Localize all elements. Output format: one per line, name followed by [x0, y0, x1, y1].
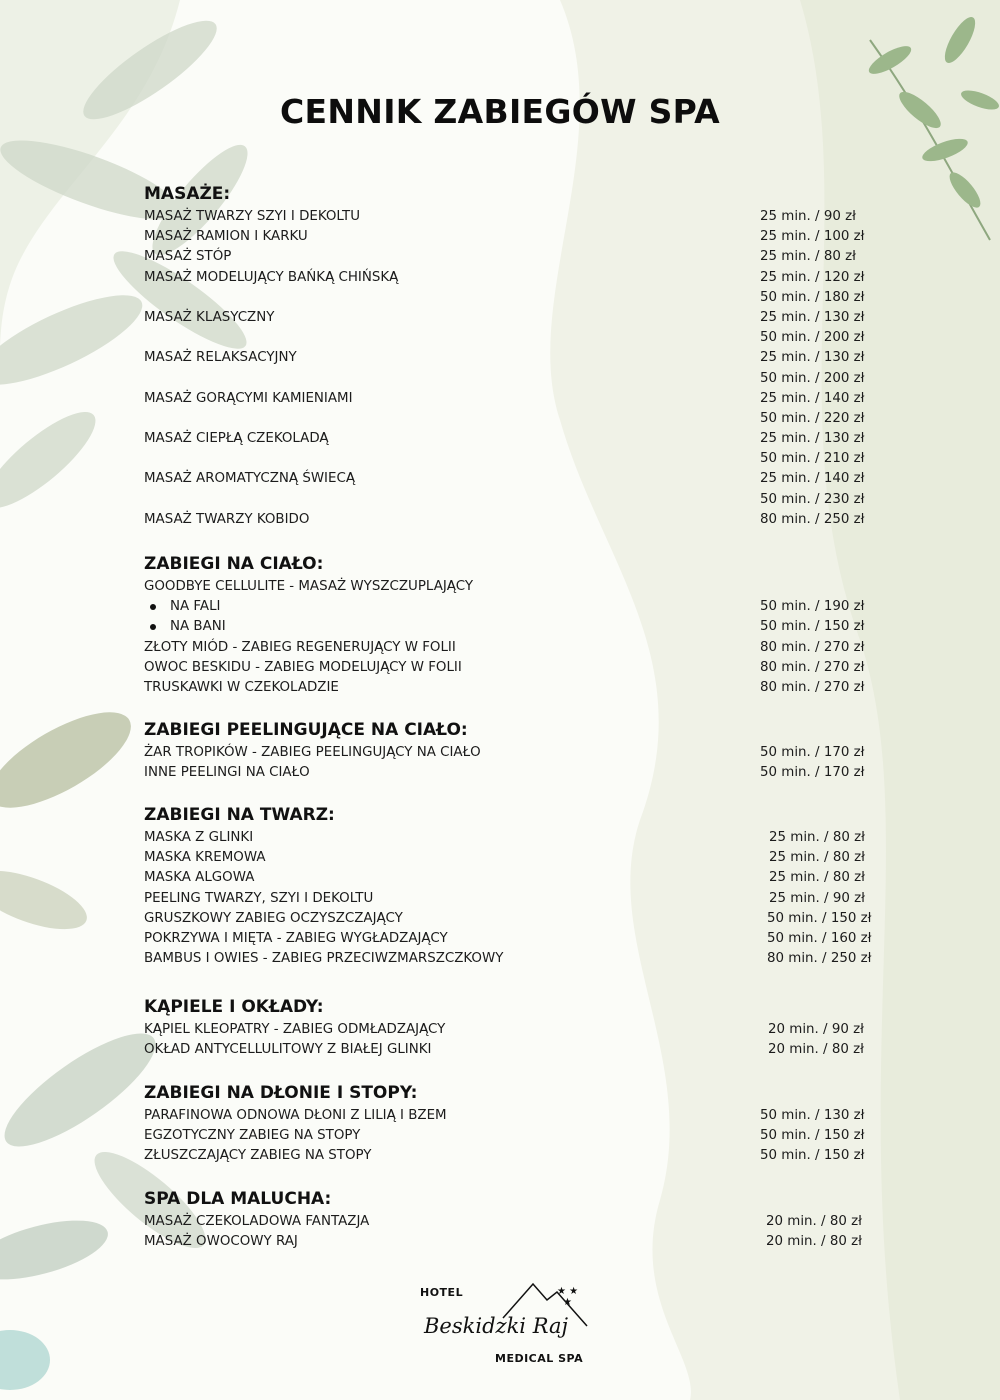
price-row [144, 308, 884, 328]
treatment-name: NA FALI [170, 599, 221, 615]
section-maluch [144, 1186, 884, 1252]
treatment-name: INNE PEELINGI NA CIAŁO [144, 765, 310, 781]
price-row-extended [144, 449, 884, 469]
price-row [144, 577, 884, 597]
treatment-name: NA BANI [170, 619, 226, 635]
treatment-price: 20 min. / 90 zł [768, 1022, 864, 1037]
treatment-price: 25 min. / 80 zł [760, 249, 856, 265]
treatment-price: 50 min. / 170 zł [760, 745, 865, 760]
price-row [144, 909, 884, 929]
treatment-name: OWOC BESKIDU - ZABIEG MODELUJĄCY W FOLII [144, 659, 462, 675]
treatment-name: MASAŻ AROMATYCZNĄ ŚWIECĄ [144, 471, 355, 487]
treatment-price: 50 min. / 150 zł [760, 619, 865, 635]
price-row [144, 389, 884, 409]
section-heading: KĄPIELE I OKŁADY: [144, 997, 324, 1017]
treatment-price: 25 min. / 120 zł [760, 269, 865, 285]
treatment-name: OKŁAD ANTYCELLULITOWY Z BIAŁEJ GLINKI [144, 1042, 432, 1058]
treatment-name: MASAŻ MODELUJĄCY BAŃKĄ CHIŃSKĄ [144, 269, 399, 285]
treatment-price: 25 min. / 80 zł [769, 850, 865, 866]
treatment-name: MASAŻ RELAKSACYJNY [144, 350, 297, 366]
bullet-row [144, 617, 884, 637]
svg-text:★: ★ [563, 1297, 572, 1308]
price-row-extended [144, 409, 884, 429]
treatment-price: 25 min. / 140 zł [760, 390, 865, 406]
treatment-price-extended: 50 min. / 180 zł [760, 289, 865, 305]
treatment-name: BAMBUS I OWIES - ZABIEG PRZECIWZMARSZCZKOWY [144, 951, 504, 967]
logo-brand-name: Beskidzki Raj [424, 1314, 569, 1338]
treatment-price: 20 min. / 80 zł [766, 1214, 862, 1229]
treatment-price-extended: 50 min. / 210 zł [760, 451, 865, 467]
treatment-price: 50 min. / 150 zł [760, 1128, 865, 1144]
price-row [144, 658, 884, 678]
treatment-name: MASAŻ TWARZY SZYI I DEKOLTU [144, 209, 361, 224]
section-heading: SPA DLA MALUCHA: [144, 1189, 332, 1209]
price-row [144, 929, 884, 949]
treatment-name: POKRZYWA I MIĘTA - ZABIEG WYGŁADZAJĄCY [144, 930, 448, 946]
section-cialo [144, 551, 884, 698]
treatment-name: MASAŻ GORĄCYMI KAMIENIAMI [144, 390, 353, 406]
treatment-price: 25 min. / 130 zł [760, 309, 865, 325]
treatment-name: ŻAR TROPIKÓW - ZABIEG PEELINGUJĄCY NA CIAŁO [144, 745, 481, 760]
treatment-name: MASAŻ STÓP [144, 249, 232, 265]
treatment-name: ZŁOTY MIÓD - ZABIEG REGENERUJĄCY W FOLII [144, 639, 456, 655]
treatment-price: 80 min. / 250 zł [760, 511, 865, 527]
section-heading: ZABIEGI NA TWARZ: [144, 805, 335, 825]
treatment-price: 50 min. / 150 zł [767, 910, 872, 926]
logo-medical-spa-label: MEDICAL SPA [495, 1352, 584, 1365]
logo-hotel-label: HOTEL [420, 1286, 464, 1299]
treatment-price: 50 min. / 130 zł [760, 1108, 865, 1123]
price-row-extended [144, 369, 884, 389]
price-row [144, 1126, 884, 1146]
section-masaze [144, 181, 884, 530]
treatment-name: MASAŻ CIEPŁĄ CZEKOLADĄ [144, 431, 329, 447]
section-heading: MASAŻE: [144, 184, 231, 204]
price-row-extended [144, 288, 884, 308]
treatment-price: 80 min. / 270 zł [760, 659, 865, 675]
treatment-name: ZŁUSZCZAJĄCY ZABIEG NA STOPY [144, 1148, 372, 1164]
price-row [144, 638, 884, 658]
treatment-name: MASAŻ CZEKOLADOWA FANTAZJA [144, 1214, 370, 1229]
treatment-name: MASKA ALGOWA [144, 870, 255, 886]
page-title: CENNIK ZABIEGÓW SPA [280, 92, 720, 131]
treatment-name: KĄPIEL KLEOPATRY - ZABIEG ODMŁADZAJĄCY [144, 1022, 446, 1037]
price-row [144, 889, 884, 909]
bullet-icon [150, 604, 156, 610]
treatment-name: MASAŻ TWARZY KOBIDO [144, 511, 310, 527]
section-heading: ZABIEGI NA CIAŁO: [144, 554, 324, 574]
treatment-price: 25 min. / 140 zł [760, 471, 865, 487]
price-row [144, 678, 884, 698]
treatment-name: MASAŻ RAMION I KARKU [144, 229, 308, 245]
price-row [144, 227, 884, 247]
treatment-price: 20 min. / 80 zł [766, 1234, 862, 1250]
treatment-price-extended: 50 min. / 230 zł [760, 491, 865, 507]
price-row-extended [144, 328, 884, 348]
price-row [144, 1232, 884, 1252]
section-heading: ZABIEGI PEELINGUJĄCE NA CIAŁO: [144, 720, 468, 740]
treatment-price: 25 min. / 130 zł [760, 431, 865, 447]
treatment-price: 50 min. / 190 zł [760, 599, 865, 615]
price-row [144, 1212, 884, 1232]
price-row [144, 1146, 884, 1166]
price-row [144, 469, 884, 489]
bullet-icon [150, 624, 156, 630]
price-row [144, 828, 884, 848]
bullet-row [144, 597, 884, 617]
treatment-price: 50 min. / 160 zł [767, 930, 872, 946]
price-row [144, 348, 884, 368]
price-row [144, 207, 884, 227]
treatment-price: 25 min. / 100 zł [760, 229, 865, 245]
section-twarz [144, 802, 884, 969]
treatment-price: 50 min. / 170 zł [760, 765, 865, 781]
price-row [144, 1040, 884, 1060]
price-row [144, 949, 884, 969]
treatment-price: 80 min. / 270 zł [760, 679, 865, 695]
price-row [144, 1020, 884, 1040]
treatment-name: GRUSZKOWY ZABIEG OCZYSZCZAJĄCY [144, 910, 403, 926]
price-row [144, 763, 884, 783]
treatment-name: TRUSKAWKI W CZEKOLADZIE [144, 679, 339, 695]
price-row [144, 743, 884, 763]
price-row [144, 247, 884, 267]
treatment-price: 20 min. / 80 zł [768, 1042, 864, 1058]
treatment-name: MASAŻ OWOCOWY RAJ [144, 1234, 298, 1250]
treatment-name: MASKA KREMOWA [144, 850, 266, 866]
treatment-price: 50 min. / 150 zł [760, 1148, 865, 1164]
price-row [144, 510, 884, 530]
treatment-name: GOODBYE CELLULITE - MASAŻ WYSZCZUPLAJĄCY [144, 579, 474, 594]
price-row-extended [144, 490, 884, 510]
hotel-logo [410, 1278, 600, 1373]
treatment-price: 80 min. / 250 zł [767, 951, 872, 967]
svg-text:★ ★: ★ ★ [557, 1286, 579, 1297]
treatment-name: EGZOTYCZNY ZABIEG NA STOPY [144, 1128, 361, 1144]
treatment-price: 25 min. / 90 zł [769, 890, 865, 906]
treatment-price-extended: 50 min. / 200 zł [760, 370, 865, 386]
treatment-price: 25 min. / 130 zł [760, 350, 865, 366]
treatment-name: MASKA Z GLINKI [144, 830, 254, 845]
treatment-name: PEELING TWARZY, SZYI I DEKOLTU [144, 890, 374, 906]
price-row [144, 848, 884, 868]
treatment-price: 80 min. / 270 zł [760, 639, 865, 655]
price-row [144, 868, 884, 888]
treatment-price: 25 min. / 90 zł [760, 209, 856, 224]
price-row [144, 1106, 884, 1126]
section-dlonie [144, 1080, 884, 1167]
treatment-price: 25 min. / 80 zł [769, 870, 865, 886]
treatment-name: MASAŻ KLASYCZNY [144, 309, 275, 325]
treatment-price: 25 min. / 80 zł [769, 830, 865, 845]
price-row [144, 429, 884, 449]
treatment-name: PARAFINOWA ODNOWA DŁONI Z LILIĄ I BZEM [144, 1108, 447, 1123]
section-kapiele [144, 994, 884, 1060]
treatment-price-extended: 50 min. / 220 zł [760, 410, 865, 426]
treatment-price-extended: 50 min. / 200 zł [760, 330, 865, 346]
section-peelingi [144, 717, 884, 783]
price-row [144, 268, 884, 288]
section-heading: ZABIEGI NA DŁONIE I STOPY: [144, 1083, 418, 1103]
